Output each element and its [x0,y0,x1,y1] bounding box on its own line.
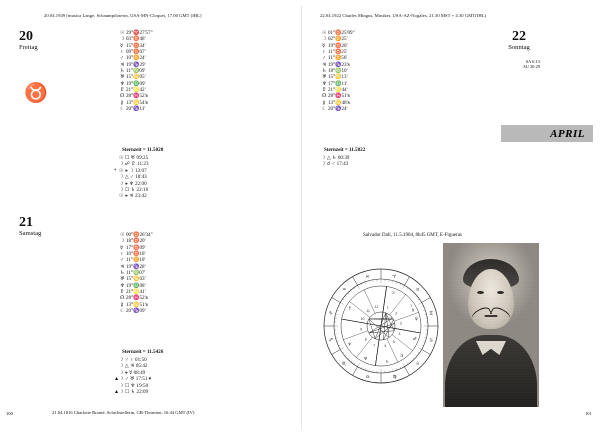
svg-text:12: 12 [374,305,379,310]
aspect-text: ☽ ⚹ ♆ 22:00 [119,180,147,187]
aspect-text: ☽ ☍ ♇ 11:23 [119,161,149,168]
svg-text:11: 11 [366,309,370,314]
planet-position: 28°♓52'ʀ [126,93,148,100]
planet-position: 13°♋48'ʀ [328,99,350,106]
month-tag-label: APRIL [550,128,585,140]
sunrise-sunset [496,59,540,70]
svg-text:♄: ♄ [385,359,390,365]
aspect-text: ☽ ♂ ♀ 01:50 [119,357,147,363]
planet-position: 18°♉20' [126,238,146,245]
photo-grain [443,243,539,407]
aspect-text: ☽ ⚹ ☿ 08:49 [119,369,146,376]
ephemeris-table-22 [322,30,355,112]
svg-text:1: 1 [386,305,389,310]
planet-position: 18°♍10' [328,68,348,75]
planet-position: 19°♑29' [126,61,146,68]
planet-glyph-icon: ⚷ [322,99,326,106]
planet-glyph-icon: ♇ [120,289,125,296]
planet-glyph-icon: ♅ [120,276,125,283]
planet-position: 21°♌41' [126,289,146,296]
svg-text:♏: ♏ [342,361,347,367]
day-21-name: Samstag [19,230,42,237]
day-20-block [19,30,38,52]
planet-glyph-icon: ☿ [322,42,326,49]
horoscope-wheel [322,246,440,406]
svg-text:♋: ♋ [429,338,434,344]
planet-glyph-icon: ♅ [322,74,327,81]
right-header-note: 22.04.1922 Charles Mingus, Musiker, USA-AZ-Nogales, 21.30 MST + 4.30 GMT(IHL) [320,13,487,18]
planet-glyph-icon: ♅ [120,74,125,81]
aspect-row [316,161,349,167]
planet-position: 15°♋05' [126,74,146,81]
svg-text:8: 8 [364,337,367,342]
sun-time: SU 20:29 [523,64,540,70]
planet-glyph-icon: ☿ [120,42,124,49]
aspect-marker-icon: * [114,167,117,174]
sun-time: SA 6:13 [525,59,540,64]
aspect-marker-icon: ▲ [114,376,120,383]
svg-text:☉: ☉ [391,289,396,295]
left-header-note: 20.04.1949 [musica Lange, Schaumpiloterin, USA-MN-Cloquet, 17.00 GMT (IHL] [44,13,202,18]
planet-position: 20°♑09' [126,308,146,315]
planet-position: 28°♓51'ʀ [328,93,350,100]
planet-glyph-icon: ☊ [120,93,125,100]
svg-text:♂: ♂ [413,335,417,341]
planet-glyph-icon: ☾ [120,106,125,113]
day-22-block [498,30,540,52]
planet-glyph-icon: ♂ [120,55,124,62]
svg-text:3: 3 [399,321,402,326]
svg-text:♎: ♎ [365,375,370,381]
planet-position: 13°♋54'ʀ [126,99,148,106]
sidereal-time-22: Sternzeit = 11.5822 [324,147,366,153]
planet-position: 19°♑28' [126,263,146,270]
sidereal-time-21: Sternzeit = 11.5426 [122,349,164,355]
day-20-number: 20 [19,29,33,44]
planet-glyph-icon: ♂ [120,257,124,264]
svg-text:10: 10 [360,317,365,322]
planet-glyph-icon: ☉ [120,30,125,36]
planet-glyph-icon: ♇ [322,87,327,94]
svg-text:♐: ♐ [328,338,333,344]
planet-glyph-icon: ♀ [120,49,124,56]
aspect-text: ☽ △ ♄ 00:39 [321,155,350,161]
svg-text:♓: ♓ [365,274,370,280]
svg-text:♅: ♅ [363,356,368,362]
planet-glyph-icon: ♄ [120,270,125,277]
planet-position: 15°♋03' [126,276,146,283]
planet-position: 19°♎08' [126,282,146,289]
planet-glyph-icon: ♀ [120,251,124,258]
planet-position: 15°♉34' [126,42,146,49]
planet-position: 19°♎09' [126,80,146,87]
planet-glyph-icon: ♀ [322,49,326,56]
svg-text:5: 5 [392,339,395,344]
ephemeris-table-20 [120,30,153,112]
chart-caption: Salvador Dalí, 11.5.1904, 8h45 GMT, E-Figueras [363,233,462,238]
svg-text:♉: ♉ [415,288,420,294]
svg-text:♑: ♑ [328,311,333,317]
planet-glyph-icon: ♆ [120,80,125,87]
planet-glyph-icon: ☊ [322,93,327,100]
planet-position: 19°♑23'ʀ [328,61,350,68]
planet-glyph-icon: ☾ [120,308,125,315]
left-footnote: 21.04.1816 Charlotte Brontë, Schriftstellerin, GB-Thornton, 16.44 GMT (IV) [52,410,195,415]
planet-glyph-icon: ☾ [322,106,327,113]
planet-position: 11°♍07' [126,270,146,277]
planet-glyph-icon: ☊ [120,295,125,302]
svg-text:7: 7 [373,343,376,348]
portrait-photo [443,243,539,407]
planet-glyph-icon: ☉ [120,232,125,238]
svg-text:♀: ♀ [414,316,418,322]
planet-glyph-icon: ☽ [120,36,125,43]
left-folio: 100 [6,411,13,416]
taurus-sigil: ♉ [24,83,48,104]
planet-position: 00°♉26'34" [126,232,153,238]
planet-glyph-icon: ♃ [120,61,125,68]
planet-position: 10°♉18' [126,251,146,258]
svg-text:6: 6 [384,343,387,348]
planet-position: 20°♑11' [126,106,146,113]
day-21-block [19,216,41,238]
planet-position: 13°♋51'ʀ [126,301,148,308]
planet-glyph-icon: ♄ [120,68,125,75]
planet-glyph-icon: ♆ [322,80,327,87]
aspect-text: ☉ ⚹ ☽ 13:07 [119,167,147,174]
ephemeris-row [120,308,153,314]
aspect-list-22 [316,155,349,168]
svg-text:♊: ♊ [429,311,434,317]
planet-position: 11°♉25' [328,49,348,56]
planet-position: 02°♊25' [328,36,348,43]
aspect-text: ☉ ☐ ♅ 09:25 [119,155,149,161]
page-gutter [301,6,302,430]
planet-glyph-icon: ⚷ [120,99,124,106]
svg-text:♆: ♆ [348,341,352,347]
aspect-row [114,193,149,199]
svg-text:♒: ♒ [342,288,347,294]
planet-position: 01°♉25'09" [328,30,355,36]
month-tag-april [501,125,593,142]
day-22-name: Sonntag [508,44,530,51]
aspect-row [114,389,151,395]
svg-text:9: 9 [360,327,363,332]
planet-position: 19°♉20' [328,42,348,49]
svg-text:4: 4 [398,331,401,336]
aspect-text: ☽ ☐ ♆ 19:50 [119,382,149,389]
day-20-name: Freitag [19,44,38,51]
planet-glyph-icon: ☽ [120,238,125,245]
day-22-number: 22 [512,29,526,44]
planet-position: 21°♌44' [328,87,348,94]
aspect-list-21 [114,357,151,395]
aspect-text: ☽ ☐ ♄ 22:09 [119,389,149,396]
planet-position: 28°♓52'ʀ [126,295,148,302]
svg-text:♈: ♈ [392,274,397,280]
aspect-text: ☉ ⚹ ♃ 23:42 [119,193,147,200]
planet-position: 10°♊24' [126,55,146,62]
svg-text:♍: ♍ [392,375,397,381]
planet-position: 29°♈27'57" [126,30,153,36]
planet-glyph-icon: ☉ [322,30,327,36]
planet-position: 11°♍09' [126,68,146,75]
aspect-text: ☽ △ ♃ 05:42 [119,363,148,370]
planet-position: 15°♋13' [328,74,348,81]
ephemeris-row [120,106,153,112]
planet-position: 11°♊56' [328,55,348,62]
aspect-text: ☽ ☌ ♂ 17:43 [321,161,349,168]
aspect-text: ☽ ♂ ♅ 17:51 ▾ [119,376,152,383]
right-folio: 101 [585,411,592,416]
aspect-marker-icon: ▲ [114,389,120,396]
aspect-text: ☽ △ ♂ 18:43 [119,174,147,181]
aspect-text: ☽ ☐ ♄ 22:16 [119,187,149,194]
planet-glyph-icon: ♆ [120,282,125,289]
planet-position: 17°♉09' [126,244,146,251]
planet-position: 21°♌42' [126,87,146,94]
aspect-list-20 [114,155,149,200]
planet-glyph-icon: ☽ [322,36,327,43]
svg-text:♇: ♇ [348,305,352,311]
svg-text:☽: ☽ [408,302,413,308]
planet-position: 03°♉48' [126,36,146,43]
planet-glyph-icon: ♄ [322,68,327,75]
sidereal-time-20: Sternzeit = 11.5020 [122,147,164,153]
ephemeris-table-21 [120,232,153,314]
planet-glyph-icon: ♃ [322,61,327,68]
svg-text:2: 2 [395,311,398,316]
planet-position: 09°♉07' [126,49,146,56]
planet-glyph-icon: ♂ [322,55,326,62]
svg-text:☿: ☿ [411,307,415,313]
planet-glyph-icon: ♇ [120,87,125,94]
planet-glyph-icon: ☿ [120,244,124,251]
day-21-number: 21 [19,215,33,230]
planet-position: 11°♊10' [126,257,146,264]
horoscope-wheel-svg [322,246,440,406]
planet-position: 17°♎11' [328,80,348,87]
svg-text:♌: ♌ [415,361,420,367]
planet-position: 20°♑24' [328,106,348,113]
svg-text:♃: ♃ [399,353,404,359]
planet-glyph-icon: ♃ [120,263,125,270]
ephemeris-row [322,106,355,112]
planet-glyph-icon: ⚷ [120,301,124,308]
